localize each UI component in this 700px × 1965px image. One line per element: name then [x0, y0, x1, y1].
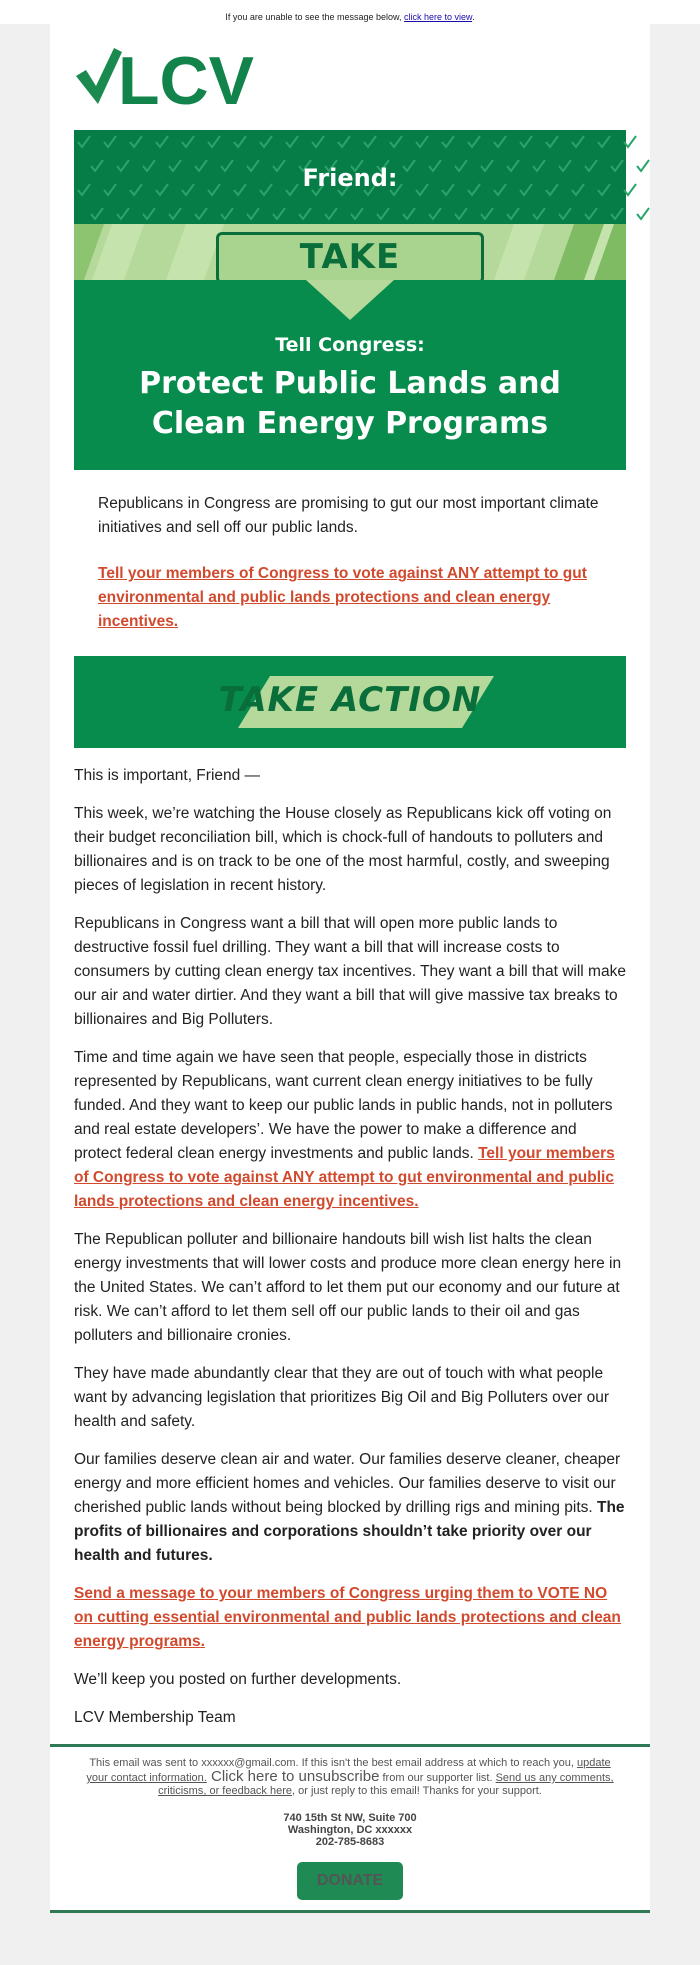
pattern-check-icon [130, 136, 142, 147]
hero-arrow [74, 280, 626, 324]
lcv-logo-text: LCV [118, 43, 254, 119]
view-online-link[interactable]: click here to view [404, 12, 473, 22]
pattern-check-icon [559, 208, 571, 219]
hero-top-pattern [74, 130, 626, 224]
body-paragraph-5: They have made abundantly clear that they are out of touch with what people want by advancing legislation that prioritizes Big Oil and Big Polluters over our health and safety. [74, 1365, 610, 1430]
body-action-link[interactable]: Tell your members of Congress to vote against ANY attempt to gut environmental and public lands protections and clean energy incentives. [74, 1145, 615, 1210]
pattern-check-icon [624, 136, 636, 147]
pattern-check-icon [572, 136, 584, 147]
footer-from-list: from our supporter list. [379, 1772, 496, 1784]
email-footer [50, 1744, 650, 1913]
hero-band [74, 224, 626, 280]
pattern-check-icon [364, 136, 376, 147]
pattern-check-icon [546, 136, 558, 147]
pattern-check-icon [312, 136, 324, 147]
body-greeting: This is important, Friend — [74, 767, 261, 784]
footer-address [86, 1812, 614, 1848]
address-line-2: Washington, DC xxxxxx [287, 1824, 413, 1836]
pattern-check-icon [455, 208, 467, 219]
pattern-check-icon [182, 136, 194, 147]
pattern-check-icon [429, 208, 441, 219]
pattern-check-icon [403, 208, 415, 219]
view-online-note [0, 0, 700, 24]
pattern-check-icon [442, 136, 454, 147]
body-paragraph-1: This week, we’re watching the House closely as Republicans kick off voting on their budget reconciliation bill, which is chock-full of handouts to polluters and billionaires and is on track to be one of the most harmful, costly, and sweeping pieces of legislation in recent history. [74, 805, 612, 894]
take-action-hero[interactable] [74, 130, 626, 470]
lcv-logo[interactable] [50, 24, 650, 130]
address-line-1: 740 15th St NW, Suite 700 [283, 1812, 417, 1824]
body-paragraph-3 [74, 1046, 626, 1214]
signoff: LCV Membership Team [74, 1709, 236, 1726]
body-paragraph-2: Republicans in Congress want a bill that will open more public lands to destructive fossil fuel drilling. They want a bill that will increase costs to consumers by cutting clean energy tax incentives. They want a bill that will make our air and water dirtier. And they want a bill that will give massive tax breaks to billionaires and Big Polluters. [74, 915, 626, 1028]
pattern-check-icon [637, 160, 649, 171]
pattern-check-icon [520, 136, 532, 147]
pattern-check-icon [91, 208, 103, 219]
pattern-check-icon [299, 208, 311, 219]
pattern-check-icon [533, 208, 545, 219]
take-action-banner[interactable] [74, 656, 626, 748]
email-body [50, 748, 650, 1730]
pattern-check-icon [494, 136, 506, 147]
body-paragraph-6-text: Our families deserve clean air and water. Our families deserve cleaner, cheaper energy and more efficient homes and vehicles. Our families deserve to visit our cherished public lands without being blocked by drilling rigs and mining pits. [74, 1451, 621, 1516]
pattern-check-icon [481, 208, 493, 219]
pattern-check-icon [104, 136, 116, 147]
pattern-check-icon [390, 136, 402, 147]
pattern-check-icon [507, 208, 519, 219]
pattern-check-icon [338, 136, 350, 147]
pattern-check-icon [286, 136, 298, 147]
unsubscribe-link[interactable]: Click here to unsubscribe [206, 1768, 380, 1785]
pattern-check-icon [247, 208, 259, 219]
hero-headline: Protect Public Lands and Clean Energy Programs [139, 366, 561, 441]
pattern-check-icon [611, 208, 623, 219]
email-sheet [50, 24, 650, 1913]
pattern-check-icon [234, 136, 246, 147]
donate-button[interactable]: DONATE [297, 1862, 403, 1900]
hero-headline-area [74, 280, 626, 470]
footer-sent-to: This email was sent to xxxxxx@gmail.com. If this isn't the best email address at which to reach you, [89, 1757, 578, 1769]
pattern-check-icon [143, 208, 155, 219]
body-paragraph-4: The Republican polluter and billionaire handouts bill wish list halts the clean energy investments that will lower costs and produce more clean energy here in the United States. We can’t afford to let them put our economy and our future at risk. We can’t afford to let them sell off our public lands to their oil and gas polluters and billionaire cronies. [74, 1231, 622, 1344]
footer-notice [86, 1757, 614, 1798]
update-contact-link[interactable]: update your contact information. [86, 1757, 611, 1784]
lcv-check-icon [74, 43, 254, 119]
pattern-check-icon [468, 136, 480, 147]
body-paragraph-6-bold: The profits of billionaires and corporations shouldn’t take priority over our health and futures. [74, 1499, 625, 1564]
phone-number: 202-785-8683 [315, 1836, 385, 1848]
footer-reply: , or just reply to this email! Thanks for your support. [292, 1785, 542, 1797]
pattern-check-icon [156, 136, 168, 147]
hero-take-action-button[interactable]: TAKE [216, 232, 484, 284]
intro-paragraph: Republicans in Congress are promising to gut our most important climate initiatives and sell off our public lands. [98, 495, 599, 536]
pattern-check-icon [273, 208, 285, 219]
pattern-check-icon [260, 136, 272, 147]
pattern-check-icon [377, 208, 389, 219]
hero-greeting: Friend: [302, 164, 398, 192]
intro-section [50, 470, 650, 634]
pattern-check-icon [351, 208, 363, 219]
banner-take-action-label: TAKE ACTION [218, 680, 482, 720]
pattern-check-icon [195, 208, 207, 219]
view-online-end: . [472, 12, 475, 22]
pattern-check-icon [117, 208, 129, 219]
pattern-check-icon [325, 208, 337, 219]
body-paragraph-3-text: Time and time again we have seen that people, especially those in districts represented by Republicans, want current clean energy initiatives to be fully funded. And they want to keep our public lands in public hands, not in polluters and real estate developers’. We have the power to make a difference and protect federal clean energy investments and public lands. [74, 1049, 613, 1162]
send-message-link[interactable]: Send a message to your members of Congress urging them to VOTE NO on cutting essential environmental and public lands protections and clean energy programs. [74, 1585, 621, 1650]
hero-tell-congress: Tell Congress: [275, 334, 425, 356]
pattern-check-icon [598, 136, 610, 147]
pattern-check-icon [78, 136, 90, 147]
intro-action-link[interactable]: Tell your members of Congress to vote against ANY attempt to gut environmental and public lands protections and clean energy incentives. [98, 565, 587, 630]
body-paragraph-6 [74, 1448, 626, 1568]
pattern-check-icon [585, 208, 597, 219]
pattern-check-icon [208, 136, 220, 147]
body-paragraph-7: We’ll keep you posted on further developments. [74, 1671, 402, 1688]
pattern-check-icon [221, 208, 233, 219]
view-online-text: If you are unable to see the message below, [225, 12, 405, 22]
pattern-check-icon [637, 208, 649, 219]
feedback-link[interactable]: Send us any comments, criticisms, or feedback here [158, 1772, 614, 1797]
pattern-check-icon [416, 136, 428, 147]
pattern-check-icon [169, 208, 181, 219]
